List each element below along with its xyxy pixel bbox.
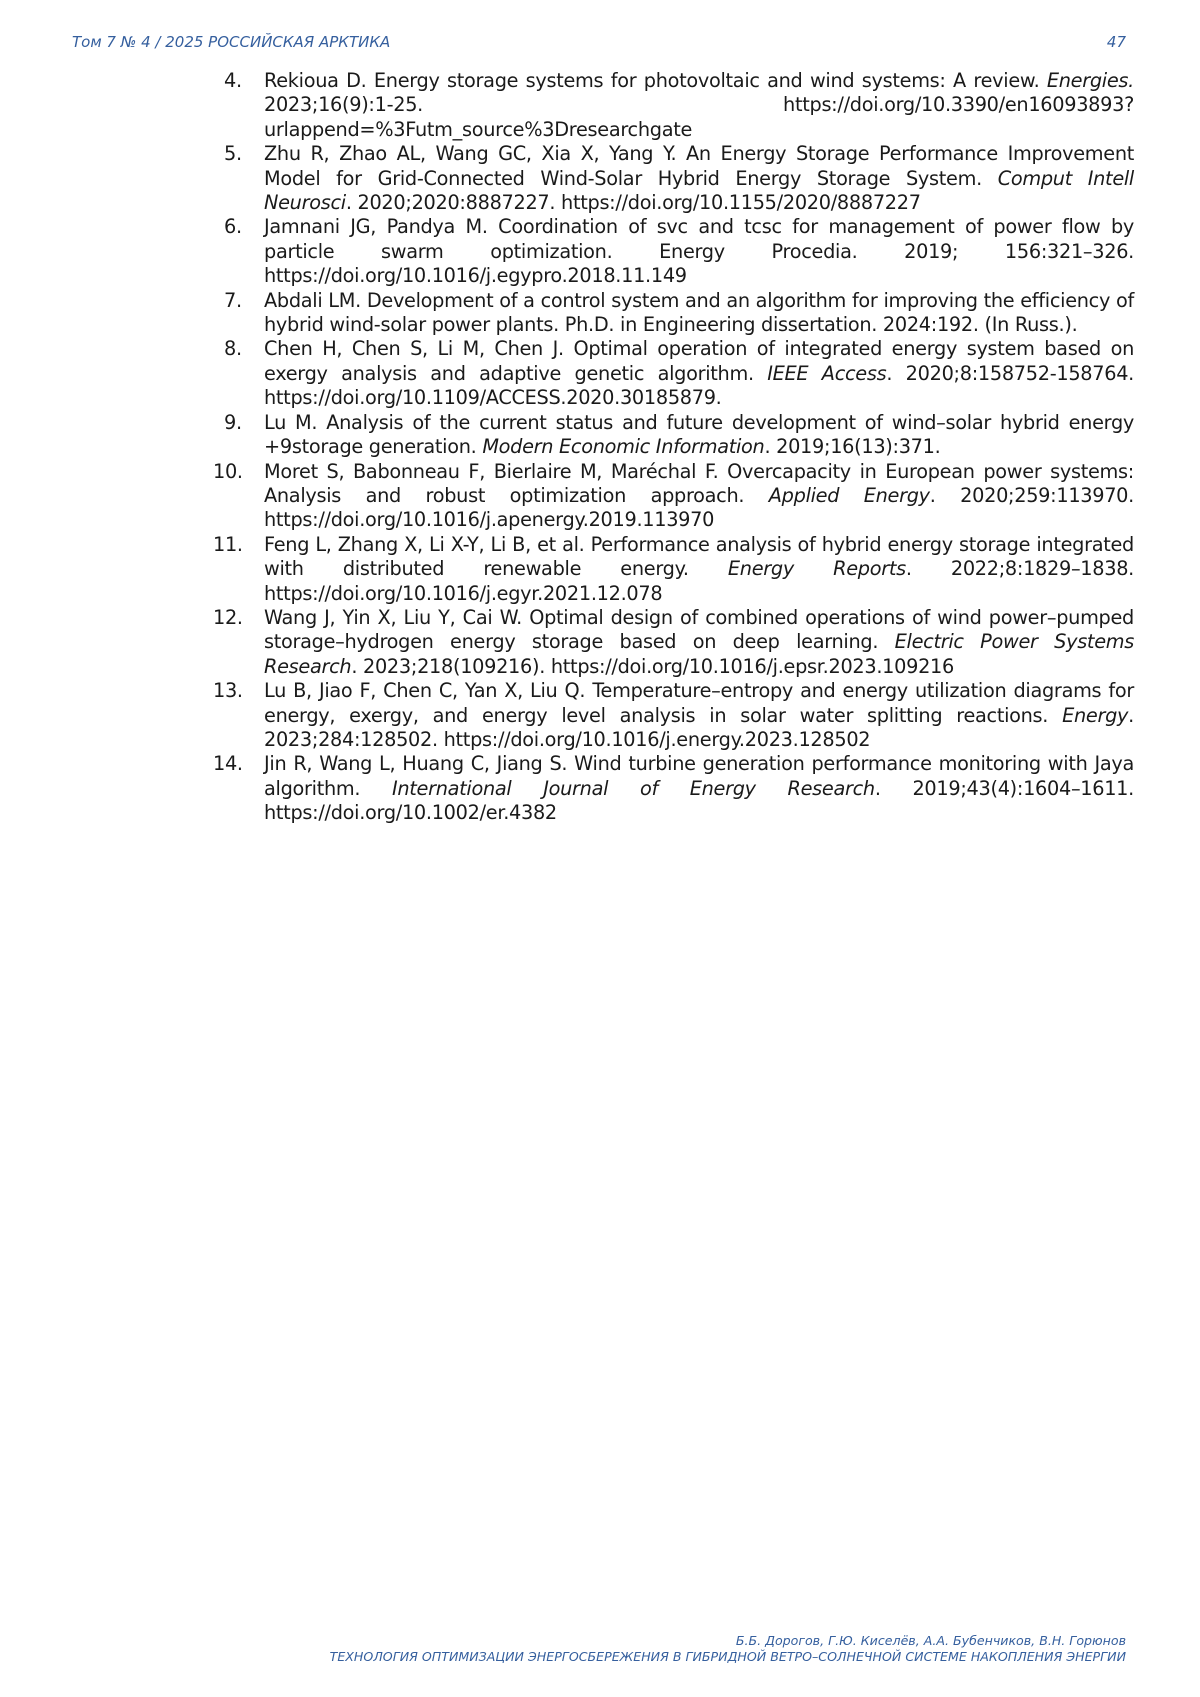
reference-details: . 2020;259:113970. https://doi.org/10.1016/j.apenergy.2019.113970 <box>264 483 1134 532</box>
footer-authors: Б.Б. Дорогов, Г.Ю. Киселёв, А.А. Бубенчиков, В.Н. Горюнов <box>735 1633 1126 1648</box>
reference-number: 9. <box>224 410 242 434</box>
reference-number: 4. <box>224 69 242 92</box>
reference-text: Moret S, Babonneau F, Bierlaire M, Maréchal F. Overcapacity in European power systems: Analysis and robust optimization approach. <box>264 459 1134 507</box>
reference-text: Jin R, Wang L, Huang C, Jiang S. Wind turbine generation performance monitoring with Jaya algorithm. <box>264 752 1134 800</box>
reference-text: Jamnani JG, Pandya M. Coordination of svc and tcsc for management of power flow by particle swarm optimization. Energy Procedia. 2019; 156:321–326. https://doi.org/10.1016/j.egypro.2018.11.149 <box>264 215 1134 288</box>
reference-source: Energy Reports <box>727 557 906 581</box>
journal-title: Том 7 № 4 / 2025 РОССИЙСКАЯ АРКТИКА <box>72 33 391 51</box>
reference-text: Lu B, Jiao F, Chen C, Yan X, Liu Q. Temperature–entropy and energy utilization diagrams for energy, exergy, and energy level analysis in solar water splitting reactions. <box>264 679 1134 727</box>
page-number: 47 <box>1106 33 1126 51</box>
reference-item <box>224 289 1134 338</box>
reference-list <box>213 69 1134 826</box>
reference-number: 13. <box>213 679 243 703</box>
reference-item <box>224 411 1134 460</box>
reference-details: . 2023;284:128502. https://doi.org/10.1016/j.energy.2023.128502 <box>264 703 1134 751</box>
reference-source: Modern Economic Information <box>482 435 765 459</box>
reference-item <box>213 459 1134 533</box>
reference-number: 5. <box>224 142 242 166</box>
reference-number: 12. <box>213 605 243 629</box>
reference-source: International Journal of Energy Research <box>391 776 875 800</box>
running-head <box>72 33 1126 53</box>
reference-item <box>213 752 1134 825</box>
reference-number: 6. <box>224 215 242 239</box>
reference-item <box>224 69 1134 142</box>
reference-details: . 2020;8:158752-158764. https://doi.org/10.1109/ACCESS.2020.30185879. <box>264 361 1134 410</box>
reference-source: Comput Intell Neurosci <box>264 166 1134 215</box>
reference-number: 11. <box>213 532 243 556</box>
reference-item <box>224 337 1134 410</box>
reference-text: Zhu R, Zhao AL, Wang GC, Xia X, Yang Y. An Energy Storage Performance Improvement Model for Grid-Connected Wind-Solar Hybrid Energy Storage System. <box>264 142 1134 190</box>
reference-source: IEEE Access <box>767 361 887 385</box>
reference-text: Wang J, Yin X, Liu Y, Cai W. Optimal design of combined operations of wind power–pumped storage–hydrogen energy storage based on deep learning. <box>264 605 1134 654</box>
reference-details: 2023;16(9):1-25. https://doi.org/10.3390/en16093893?urlappend=%3Futm_source%3Dresearchgate <box>264 93 1134 141</box>
footer-article-title: ТЕХНОЛОГИЯ ОПТИМИЗАЦИИ ЭНЕРГОСБЕРЕЖЕНИЯ В ГИБРИДНОЙ ВЕТРО–СОЛНЕЧНОЙ СИСТЕМЕ НАКОПЛЕНИЯ ЭНЕРГИИ <box>329 1649 1126 1664</box>
reference-text: Abdali LM. Development of a control system and an algorithm for improving the efficiency of hybrid wind-solar power plants. Ph.D. in Engineering dissertation. 2024:192. (In Russ.). <box>264 288 1134 337</box>
reference-source: Energy <box>1062 703 1129 727</box>
reference-details: . 2020;2020:8887227. https://doi.org/10.1155/2020/8887227 <box>345 191 921 215</box>
running-footer <box>166 1633 1126 1665</box>
reference-number: 10. <box>213 459 243 483</box>
reference-text: Feng L, Zhang X, Li X-Y, Li B, et al. Performance analysis of hybrid energy storage integrated with distributed renewable energy. <box>264 532 1134 581</box>
reference-source: Electric Power Systems Research <box>264 630 1134 678</box>
reference-item <box>213 532 1134 606</box>
reference-text: Chen H, Chen S, Li M, Chen J. Optimal operation of integrated energy system based on exergy analysis and adaptive genetic algorithm. <box>264 337 1134 385</box>
reference-number: 7. <box>224 288 242 312</box>
reference-text: Lu M. Analysis of the current status and future development of wind–solar hybrid energy +9storage generation. <box>264 410 1134 459</box>
reference-item <box>213 605 1134 679</box>
reference-source: Applied Energy <box>768 483 930 507</box>
reference-details: . 2022;8:1829–1838. https://doi.org/10.1016/j.egyr.2021.12.078 <box>264 557 1134 605</box>
reference-item <box>224 215 1134 288</box>
reference-item <box>213 679 1134 752</box>
reference-source: Energies. <box>1046 69 1134 92</box>
reference-details: . 2023;218(109216). https://doi.org/10.1016/j.epsr.2023.109216 <box>351 654 954 678</box>
reference-text: Rekioua D. Energy storage systems for photovoltaic and wind systems: A review. <box>264 69 1047 92</box>
reference-number: 14. <box>213 752 243 776</box>
reference-number: 8. <box>224 337 242 361</box>
reference-details: . 2019;16(13):371. <box>764 435 941 459</box>
reference-details: . 2019;43(4):1604–1611. https://doi.org/10.1002/er.4382 <box>264 776 1134 825</box>
reference-item <box>224 142 1134 215</box>
